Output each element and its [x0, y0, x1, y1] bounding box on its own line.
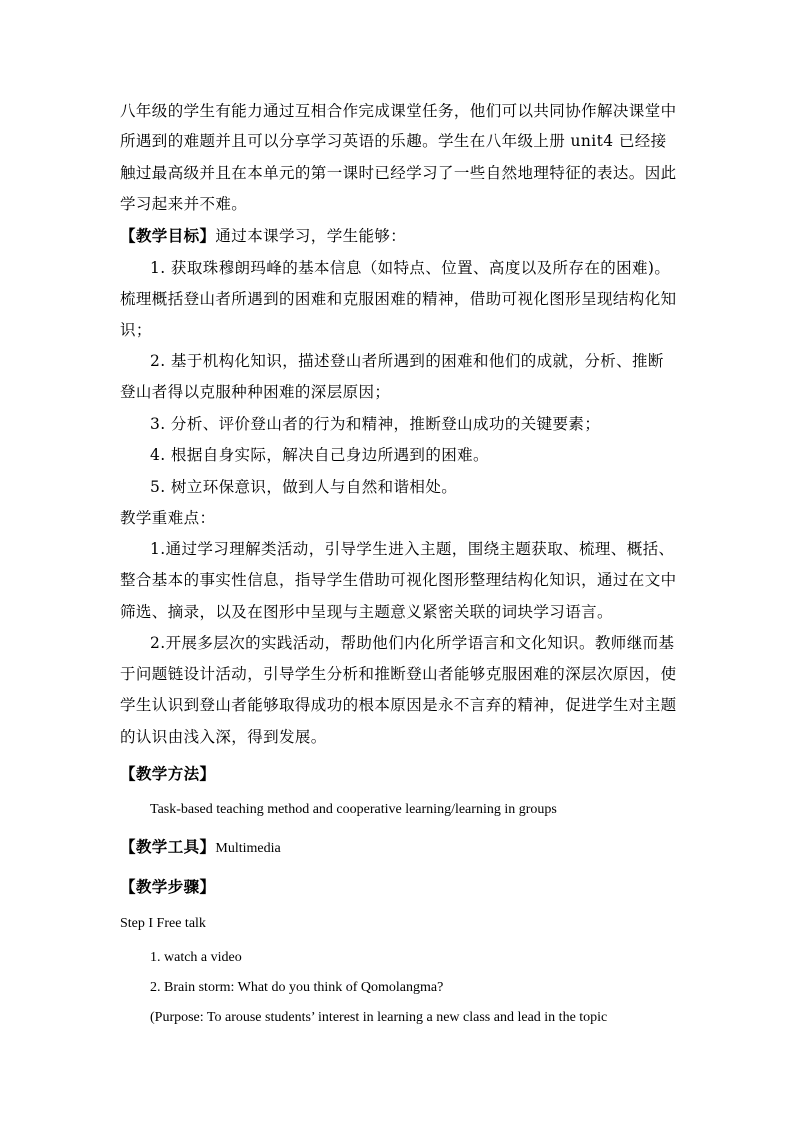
key-point-line: 学生认识到登山者能够取得成功的根本原因是永不言弃的精神，促进学生对主题	[120, 696, 677, 714]
step-item: 1. watch a video	[150, 950, 242, 965]
objective-item: 2. 基于机构化知识，描述登山者所遇到的困难和他们的成就，分析、推断	[150, 352, 664, 370]
key-point-line: 2.开展多层次的实践活动，帮助他们内化所学语言和文化知识。教师继而基	[150, 634, 675, 652]
step-title: Step I Free talk	[120, 916, 206, 931]
objective-item: 4. 根据自身实际，解决自己身边所遇到的困难。	[150, 446, 489, 464]
intro-line: 学习起来并不难。	[120, 195, 248, 213]
key-points-heading: 教学重难点：	[120, 509, 216, 527]
objective-item: 1. 获取珠穆朗玛峰的基本信息（如特点、位置、高度以及所存在的困难)。	[150, 259, 671, 277]
step-item: 2. Brain storm: What do you think of Qomolangma?	[150, 980, 444, 995]
step-item: (Purpose: To arouse students’ interest in learning a new class and lead in the topic	[150, 1010, 608, 1025]
tools-heading	[120, 836, 281, 860]
intro-line: 八年级的学生有能力通过互相合作完成课堂任务，他们可以共同协作解决课堂中	[120, 102, 677, 120]
key-point-line: 筛选、摘录，以及在图形中呈现与主题意义紧密关联的词块学习语言。	[120, 603, 613, 621]
objective-item: 梳理概括登山者所遇到的困难和克服困难的精神，借助可视化图形呈现结构化知	[120, 290, 677, 308]
objectives-label: 【教学目标】	[120, 226, 216, 245]
intro-line: 触过最高级并且在本单元的第一课时已经学习了一些自然地理特征的表达。因此	[120, 164, 677, 182]
key-point-line: 于问题链设计活动，引导学生分析和推断登山者能够克服困难的深层次原因，使	[120, 665, 677, 683]
objectives-text: 通过本课学习，学生能够：	[215, 227, 407, 245]
intro-line: 所遇到的难题并且可以分享学习英语的乐趣。学生在八年级上册 unit4 已经接	[120, 132, 667, 150]
objective-item: 5. 树立环保意识，做到人与自然和谐相处。	[150, 478, 458, 496]
steps-label: 【教学步骤】	[120, 877, 216, 896]
methods-text: Task-based teaching method and cooperative learning/learning in groups	[150, 802, 557, 817]
objective-item: 登山者得以克服种种困难的深层原因；	[120, 383, 391, 401]
objective-item: 3. 分析、评价登山者的行为和精神，推断登山成功的关键要素；	[150, 415, 601, 433]
key-point-line: 1.通过学习理解类活动，引导学生进入主题，围绕主题获取、梳理、概括、	[150, 540, 675, 558]
objectives-heading	[120, 225, 406, 247]
tools-label: 【教学工具】	[120, 837, 216, 856]
objective-item: 识；	[120, 321, 152, 339]
tools-text: Multimedia	[215, 841, 281, 856]
key-point-line: 整合基本的事实性信息，指导学生借助可视化图形整理结构化知识，通过在文中	[120, 571, 677, 589]
methods-label: 【教学方法】	[120, 764, 216, 783]
key-point-line: 的认识由浅入深，得到发展。	[120, 728, 327, 746]
